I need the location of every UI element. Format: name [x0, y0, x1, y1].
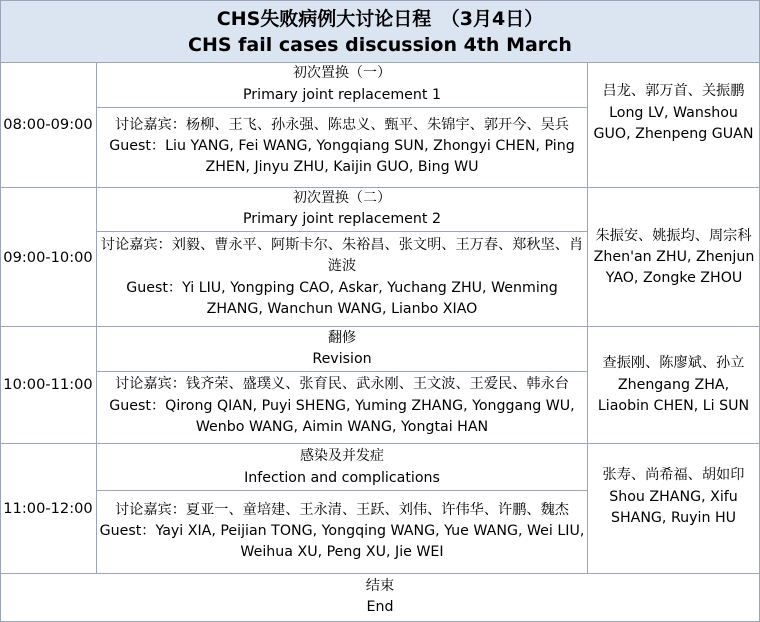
- session-guests-en: Guest：Yi LIU, Yongping CAO, Askar, Yuchang ZHU, Wenming ZHANG, Wanchun WANG, Lianbo XIAO: [126, 280, 558, 317]
- session-guests-en: Guest：Qirong QIAN, Puyi SHENG, Yuming ZHANG, Yonggang WU, Wenbo WANG, Aimin WANG, Yongtai HAN: [109, 398, 575, 435]
- session-topic-zh: 感染及并发症: [300, 448, 384, 464]
- session-topic-zh: 初次置换（二）: [293, 190, 391, 206]
- session-chairs-zh: 查振刚、陈廖斌、孙立: [602, 355, 745, 371]
- session-topic-zh: 翻修: [328, 330, 356, 346]
- end-en: End: [366, 599, 394, 615]
- session-time: 11:00-12:00: [3, 500, 93, 517]
- session-topic-en: Primary joint replacement 1: [242, 87, 442, 103]
- session-chairs-en: Zhen'an ZHU, Zhenjun YAO, Zongke ZHOU: [593, 249, 755, 286]
- session-chairs-zh: 朱振安、姚振均、周宗科: [595, 228, 752, 244]
- session-topic-en: Infection and complications: [244, 470, 440, 486]
- session-guests-zh: 讨论嘉宾：杨柳、王飞、孙永强、陈忠义、甄平、朱锦宇、郭开今、吴兵: [114, 117, 569, 133]
- session-chairs-en: Zhengang ZHA, Liaobin CHEN, Li SUN: [597, 377, 750, 414]
- session-guests-en: Guest：Liu YANG, Fei WANG, Yongqiang SUN, Zhongyi CHEN, Ping ZHEN, Jinyu ZHU, Kaijin GUO, Bing WU: [109, 138, 575, 175]
- session-guests-en: Guest：Yayi XIA, Peijian TONG, Yongqing WANG, Yue WANG, Wei LIU, Weihua XU, Peng XU, Jie WEI: [99, 523, 585, 560]
- table-header: [0, 0, 760, 62]
- session-chairs-en: Long LV, Wanshou GUO, Zhenpeng GUAN: [593, 105, 754, 142]
- session-topic-zh: 初次置换（一）: [293, 65, 391, 81]
- session-chairs-zh: 吕龙、郭万首、关振鹏: [602, 83, 745, 99]
- title-en: CHS fail cases discussion 4th March: [188, 34, 572, 56]
- session-topic-en: Primary joint replacement 2: [242, 211, 442, 227]
- session-guests-zh: 讨论嘉宾：钱齐荣、盛璞义、张育民、武永刚、王文波、王爱民、韩永台: [114, 376, 569, 392]
- session-time: 08:00-09:00: [3, 116, 93, 133]
- session-time: 09:00-10:00: [3, 249, 93, 266]
- session-guests-zh: 讨论嘉宾：刘毅、曹永平、阿斯卡尔、朱裕昌、张文明、王万春、郑秋坚、肖涟波: [100, 237, 584, 274]
- session-chairs-en: Shou ZHANG, Xifu SHANG, Ruyin HU: [609, 489, 738, 526]
- end-zh: 结束: [365, 578, 395, 594]
- session-guests-zh: 讨论嘉宾：夏亚一、童培建、王永清、王跃、刘伟、许伟华、许鹏、魏杰: [114, 502, 569, 518]
- session-topic-en: Revision: [312, 351, 372, 367]
- session-chairs-zh: 张寿、尚希福、胡如印: [602, 467, 745, 483]
- session-time: 10:00-11:00: [3, 376, 93, 393]
- title-zh: CHS失败病例大讨论日程 （3月4日）: [216, 8, 544, 30]
